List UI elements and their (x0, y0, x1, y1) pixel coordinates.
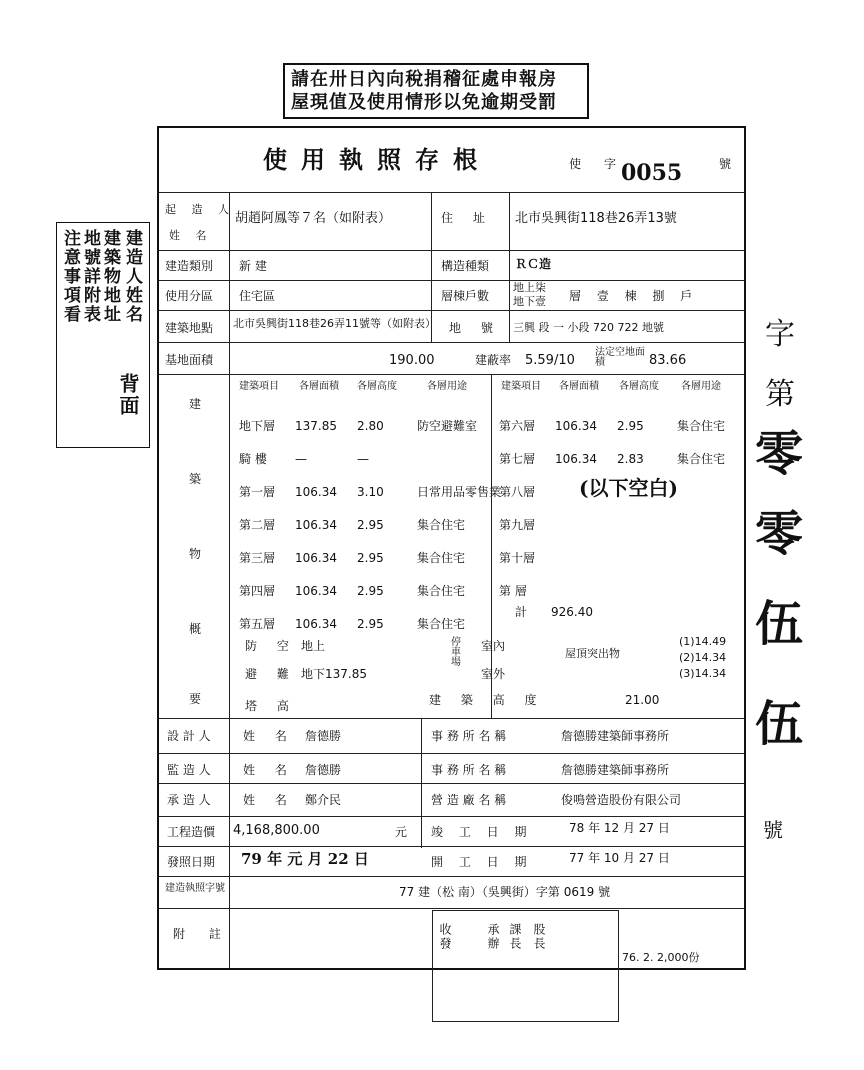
floor-height: 2.83 (617, 452, 644, 466)
label-outdoor: 室外 (481, 667, 506, 681)
label-ratio: 建蔽率 (475, 353, 512, 367)
cost-value: 4,168,800.00 (233, 823, 320, 838)
label-bldg-3: 物 (189, 547, 202, 561)
margin-char-7: 號 (763, 818, 783, 842)
label-supervisor: 監 造 人 (167, 763, 211, 777)
blank-note: (以下空白) (579, 476, 678, 500)
left-stamp-col2: 建築物地址 (100, 229, 120, 324)
notice-line1: 請在卅日內向稅捐稽征處申報房 (291, 69, 557, 90)
floor-row (499, 410, 744, 440)
col-use: 各層用途 (427, 381, 467, 392)
stamp-1: 收發 (438, 923, 452, 951)
floor-name: 騎 樓 (239, 452, 267, 466)
stamp-3: 課長 (508, 923, 522, 951)
floor-row (239, 443, 489, 473)
builder-name: 胡趙阿鳳等７名（如附表） (235, 211, 392, 226)
label-designer: 設 計 人 (167, 729, 211, 743)
floor-area: 106.34 (295, 485, 337, 499)
margin-char-3: 零 (755, 426, 804, 482)
ratio-value: 5.59/10 (525, 353, 575, 368)
margin-char-1: 字 (765, 317, 795, 352)
floor-name: 第五層 (239, 617, 276, 631)
floor-row (239, 509, 489, 539)
left-stamp-col3: 地號詳附表 (80, 229, 100, 324)
col-item: 建築項目 (239, 381, 279, 392)
designer-name: 詹德勝 (305, 729, 342, 743)
label-total: 計 (515, 605, 528, 619)
floor-use: 集合住宅 (677, 419, 726, 433)
label-bldg-4: 概 (189, 622, 202, 636)
stamp-4: 股長 (532, 923, 546, 951)
floor-name: 第 層 (499, 584, 527, 598)
contractor-firm: 俊鳴營造股份有限公司 (561, 793, 682, 807)
floor-area: 106.34 (295, 584, 337, 598)
margin-char-4: 零 (755, 506, 804, 562)
floor-area: — (295, 452, 307, 466)
right-margin (755, 140, 815, 840)
build-type-value: 新 建 (239, 259, 267, 273)
label-floors: 層棟戶數 (441, 289, 490, 303)
start-date: 77 年 10 月 27 日 (569, 851, 670, 865)
roof-2: (2)14.34 (679, 651, 727, 664)
floor-height: 2.95 (357, 551, 384, 565)
label-cost: 工程造價 (167, 825, 216, 839)
left-stamp-col1: 建造人姓名 (122, 229, 142, 324)
floor-use: 日常用品零售業 (417, 485, 502, 499)
label-indoor: 室內 (481, 639, 506, 653)
label-lot: 地 號 (449, 321, 501, 335)
label-tasl: 塔 高 (245, 699, 297, 713)
floor-area: 106.34 (555, 452, 597, 466)
label-issue-date: 發照日期 (167, 855, 216, 869)
floor-use: 集合住宅 (417, 551, 466, 565)
label-addr: 住 址 (441, 211, 493, 225)
floor-name: 第六層 (499, 419, 536, 433)
approval-stamps (432, 910, 619, 1022)
label-parking: 停車場 (451, 637, 461, 668)
label-contractor: 承 造 人 (167, 793, 211, 807)
floor-row (239, 542, 489, 572)
margin-char-5: 伍 (755, 596, 804, 652)
roof-3: (3)14.34 (679, 667, 727, 680)
floor-height: 2.95 (357, 518, 384, 532)
label-base-area: 基地面積 (165, 353, 214, 367)
floor-row (499, 542, 744, 572)
col-area-r: 各層面積 (559, 381, 599, 392)
label-roof: 屋頂突出物 (565, 647, 620, 660)
base-area-value: 190.00 (389, 353, 435, 368)
left-stamp-col4: 注意事項看 (60, 229, 80, 324)
left-stamp (56, 222, 150, 448)
permit-form (157, 126, 746, 970)
floors-b: 地下壹 (513, 295, 546, 308)
height-value: 21.00 (625, 693, 660, 707)
floor-name: 第八層 (499, 485, 536, 499)
floor-area: 106.34 (295, 551, 337, 565)
permit-number: 0055 (621, 160, 683, 186)
floor-height: 2.95 (357, 584, 384, 598)
label-name: 姓 名 (169, 229, 213, 242)
floor-name: 第十層 (499, 551, 536, 565)
contractor-name: 鄭介民 (305, 793, 342, 807)
label-start: 開 工 日 期 (431, 855, 533, 869)
floor-height: 2.80 (357, 419, 384, 433)
roof-1: (1)14.49 (679, 635, 727, 648)
label-total-h: 建 築 高 度 (429, 693, 545, 707)
label-designer-name: 姓 名 (243, 729, 295, 743)
label-build-type: 建造類別 (165, 259, 214, 273)
col-height: 各層高度 (357, 381, 397, 392)
floor-row (239, 575, 489, 605)
label-notes: 附 註 (173, 927, 231, 941)
label-finish: 竣 工 日 期 (431, 825, 533, 839)
floor-name: 第四層 (239, 584, 276, 598)
floor-height: 2.95 (617, 419, 644, 433)
label-use-zone: 使用分區 (165, 289, 214, 303)
floor-row (499, 575, 744, 605)
floor-area: 106.34 (555, 419, 597, 433)
label-permit-no: 建造執照字號 (165, 883, 225, 894)
floor-area: 137.85 (295, 419, 337, 433)
permit-prefix: 使 (569, 157, 582, 171)
floor-area: 106.34 (295, 617, 337, 631)
floor-height: 3.10 (357, 485, 384, 499)
builder-addr: 北市吳興街118巷26弄13號 (515, 211, 677, 226)
permit-hao: 號 (719, 157, 732, 171)
label-supervisor-name: 姓 名 (243, 763, 295, 777)
label-bldg-1: 建 (189, 397, 202, 411)
finish-date: 78 年 12 月 27 日 (569, 821, 670, 835)
stamp-2: 承辦 (486, 923, 500, 951)
col-use-r: 各層用途 (681, 381, 721, 392)
label-legal-empty: 法定空地面積 (595, 347, 645, 368)
notice-stamp (283, 63, 589, 119)
floor-use: 集合住宅 (677, 452, 726, 466)
left-stamp-col5: 背面 (116, 373, 140, 417)
label-location: 建築地點 (165, 321, 214, 335)
label-contractor-name: 姓 名 (243, 793, 295, 807)
margin-char-6: 伍 (755, 696, 804, 752)
floor-name: 地下層 (239, 419, 276, 433)
floor-name: 第二層 (239, 518, 276, 532)
supervisor-name: 詹德勝 (305, 763, 342, 777)
struct-value: ＲＣ造 (515, 257, 552, 271)
floor-name: 第一層 (239, 485, 276, 499)
print-note: 76. 2. 2,000份 (622, 951, 700, 964)
floor-row (239, 608, 489, 638)
floor-name: 第七層 (499, 452, 536, 466)
col-area: 各層面積 (299, 381, 339, 392)
floor-use: 集合住宅 (417, 518, 466, 532)
floors-a: 地上柒 (513, 281, 546, 294)
label-firm: 營 造 廠 名 稱 (431, 793, 507, 807)
floor-row (499, 509, 744, 539)
floor-row (499, 443, 744, 473)
supervisor-office: 詹德勝建築師事務所 (561, 763, 670, 777)
floor-use: 集合住宅 (417, 617, 466, 631)
col-height-r: 各層高度 (619, 381, 659, 392)
label-yuan: 元 (395, 825, 408, 839)
notice-line2: 屋現值及使用情形以免逾期受罰 (291, 92, 557, 113)
permit-zi: 字 (604, 157, 617, 171)
margin-char-2: 第 (765, 377, 795, 412)
label-bldg-5: 要 (189, 692, 202, 706)
label-fangkong: 防 空 (245, 639, 297, 653)
location-value: 北市吳興街118巷26弄11號等（如附表） (233, 317, 436, 330)
form-title: 使用執照存根 (263, 146, 491, 174)
floor-name: 第九層 (499, 518, 536, 532)
floor-use: 集合住宅 (417, 584, 466, 598)
floor-area: 106.34 (295, 518, 337, 532)
floor-height: 2.95 (357, 617, 384, 631)
total-area: 926.40 (551, 605, 593, 619)
label-builder: 起 造 人 (165, 203, 235, 216)
floor-use: 防空避難室 (417, 419, 478, 433)
floors-c: 層 壹 棟 捌 戶 (569, 289, 699, 303)
permit-no: 77 建（松 南）（吳興街）字第 0619 號 (399, 885, 611, 899)
label-struct-type: 構造種類 (441, 259, 490, 273)
lot-value: 三興 段 一 小段 720 722 地號 (513, 321, 664, 334)
label-office: 事 務 所 名 稱 (431, 729, 507, 743)
floor-height: — (357, 452, 369, 466)
label-office-2: 事 務 所 名 稱 (431, 763, 507, 777)
legal-value: 83.66 (649, 353, 687, 368)
zone-value: 住宅區 (239, 289, 276, 303)
floor-row (239, 476, 502, 506)
label-bina: 避 難 (245, 667, 297, 681)
floor-name: 第三層 (239, 551, 276, 565)
label-bldg-2: 築 (189, 472, 202, 486)
issue-date: 79 年 元 月 22 日 (241, 850, 369, 868)
floor-row (239, 410, 489, 440)
fangkong-up: 地上 (301, 639, 326, 653)
fangkong-down: 地下137.85 (301, 667, 367, 681)
col-item-r: 建築項目 (501, 381, 541, 392)
designer-office: 詹德勝建築師事務所 (561, 729, 670, 743)
